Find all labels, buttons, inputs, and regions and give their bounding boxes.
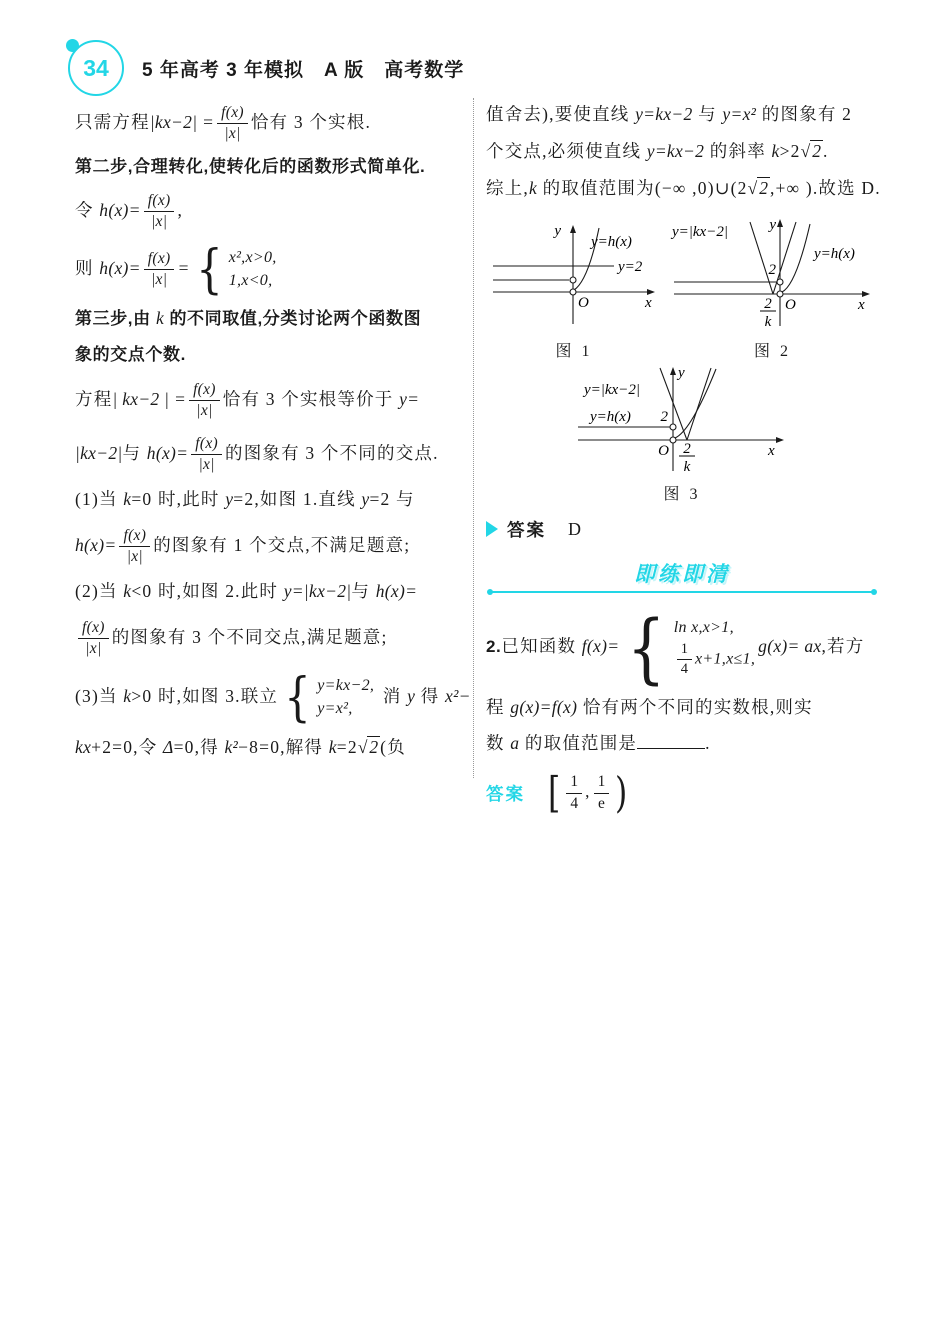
problem-2-line: 2.已知函数 f(x)= { ln x,x>1, $\frac{1}{4}$ x+1,x≤1, g(x)= ax,若方 — [486, 602, 865, 692]
fig2-frac-num: 2 — [763, 296, 772, 312]
figure-2-caption: 图 2 — [753, 343, 791, 360]
fig3-frac-den: k — [683, 459, 690, 475]
fig3-y2-tick-label: 2 — [660, 409, 668, 425]
figure-2 — [668, 214, 878, 361]
figures-row — [486, 214, 878, 361]
answer-play-icon — [486, 521, 498, 537]
answer-row-2 — [486, 765, 878, 821]
figure-3-plot — [570, 363, 795, 475]
right-column — [486, 96, 881, 821]
fig3-y-axis-label: y — [677, 365, 685, 381]
figure-1-plot — [487, 220, 662, 332]
figure-1-caption: 图 1 — [555, 343, 593, 360]
solution-line: |kx−2|与 h(x)= $\frac{f(x)}{|x|}$ 的图象有 3 个不同的交点. — [75, 434, 439, 474]
practice-section-header — [486, 558, 878, 593]
step3-heading-cont: 象的交点个数. — [75, 345, 186, 364]
step3-heading: 第三步,由 k 的不同取值,分类讨论两个函数图 — [75, 308, 422, 328]
solution-line: 综上,k 的取值范围为(−∞ ,0)∪(2√ 2 ,+∞ ).故选 D. — [486, 178, 881, 198]
step2-heading: 第二步,合理转化,使转化后的函数形式简单化. — [75, 157, 426, 176]
figure-2-plot — [668, 214, 878, 332]
figure-3-row — [486, 363, 878, 504]
case2-line-cont: $\frac{f(x)}{|x|}$ 的图象有 3 个不同交点,满足题意; — [75, 610, 463, 664]
fig3-curve-label: y=h(x) — [589, 409, 631, 425]
case1-line-cont: h(x)= $\frac{f(x)}{|x|}$ 的图象有 1 个交点,不满足题意; — [75, 526, 411, 566]
page-number: 34 — [83, 54, 109, 81]
case1-line: (1)当 k=0 时,此时 y=2,如图 1.直线 y=2 与 — [75, 489, 415, 509]
fig3-frac-num: 2 — [682, 441, 691, 457]
badge-dot-icon — [66, 39, 79, 52]
problem-2 — [486, 603, 878, 761]
column-divider — [473, 98, 474, 778]
case3-line: (3)当 k>0 时,如图 3.联立 { y=kx−2, y=x², 消 y 得 x²− — [75, 667, 471, 728]
solution-line: 令 h(x)= $\frac{f(x)}{|x|}$ , — [75, 191, 184, 231]
page-header — [68, 40, 464, 96]
section-rule — [488, 591, 876, 593]
book-title: 5 年高考 3 年模拟 A 版 高考数学 — [142, 59, 465, 81]
fig1-line-label: y=2 — [617, 259, 642, 275]
solution-line: 方程| kx−2 | = $\frac{f(x)}{|x|}$ 恰有 3 个实根等价于 y= — [75, 380, 420, 420]
answer-label: 答案 — [507, 519, 546, 540]
problem-2-line: 程 g(x)=f(x) 恰有两个不同的实数根,则实 — [486, 697, 813, 717]
case3-line-cont: kx+2=0,令 Δ=0,得 k²−8=0,解得 k=2√ 2 (负 — [75, 737, 406, 757]
fig1-y-axis-label: y — [553, 223, 561, 239]
solution-line: 值舍去),要使直线 y=kx−2 与 y=x² 的图象有 2 — [486, 104, 853, 124]
fig2-y2-tick-label: 2 — [768, 262, 776, 278]
solution-line: 则 h(x)= $\frac{f(x)}{|x|}$ = { x²,x>0, 1,x<0, — [75, 239, 277, 300]
figure-1 — [487, 220, 662, 361]
fig2-origin-label: O — [784, 297, 796, 313]
fig2-curve-label: y=h(x) — [813, 246, 855, 262]
figure-3-caption: 图 3 — [663, 486, 701, 503]
problem-2-line: 数 a 的取值范围是 . — [486, 725, 878, 761]
solution-line: 只需方程|kx−2| = $\frac{f(x)}{|x|}$ 恰有 3 个实根. — [75, 103, 372, 143]
fig2-x-axis-label: x — [857, 297, 865, 313]
fig2-vshape-label: y=|kx−2| — [671, 224, 728, 240]
fig1-origin-label: O — [577, 295, 589, 311]
two-column-body — [75, 96, 881, 821]
answer-row-1 — [486, 514, 878, 544]
fig3-vshape-label: y=|kx−2| — [583, 382, 640, 398]
fig2-frac-den: k — [764, 314, 771, 330]
answer-value: D — [568, 518, 581, 539]
answer2-label: 答案 — [486, 783, 525, 804]
figure-3 — [570, 363, 795, 504]
answer2-value: [ $\frac{1}{4}$ , $\frac{1}{e}$ ) — [548, 768, 628, 818]
fig3-x-axis-label: x — [767, 443, 775, 459]
left-column — [75, 96, 471, 821]
solution-line: 个交点,必须使直线 y=kx−2 的斜率 k>2√ 2 . — [486, 141, 829, 161]
fig2-y-axis-label: y — [768, 217, 776, 233]
case2-line: (2)当 k<0 时,如图 2.此时 y=|kx−2|与 h(x)= — [75, 581, 418, 601]
fig1-x-axis-label: x — [644, 295, 652, 311]
fig3-origin-label: O — [657, 443, 669, 459]
practice-section-title: 即练即清 — [634, 563, 730, 586]
page-number-badge — [68, 40, 124, 96]
fig1-curve-label: y=h(x) — [590, 234, 632, 250]
